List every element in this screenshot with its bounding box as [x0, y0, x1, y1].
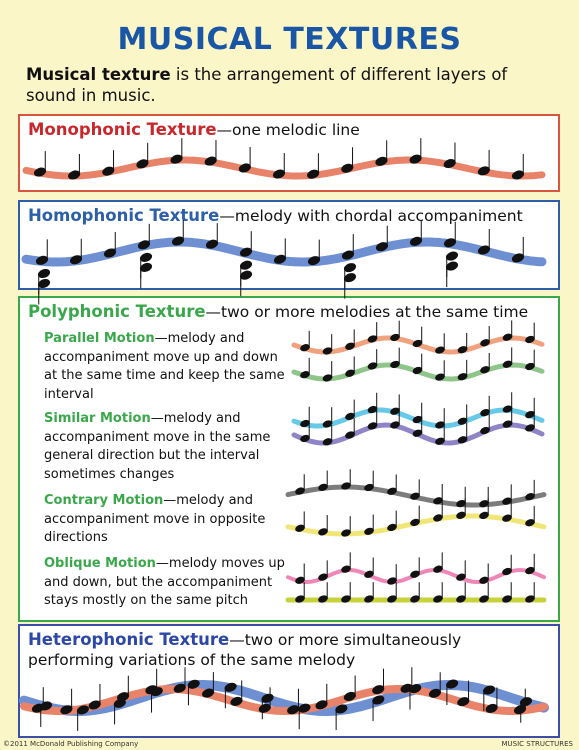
intro-term: Musical texture	[26, 65, 171, 84]
homophonic-name: Homophonic Texture	[28, 206, 220, 225]
similar-motion-desc: —melody and accompaniment move in the same general direction but the interval sometimes changes	[44, 411, 271, 482]
parallel-motion-name: Parallel Motion	[44, 331, 155, 346]
polyphonic-name: Polyphonic Texture	[28, 302, 206, 321]
monophonic-desc: —one melodic line	[216, 121, 360, 139]
footer-copyright: ©2011 McDonald Publishing Company	[3, 740, 139, 748]
heterophonic-desc: —two or more simultaneously performing variations of the same melody	[28, 631, 462, 669]
footer-series: MUSIC STRUCTURES	[501, 740, 573, 748]
parallel-motion-desc: —melody and accompaniment move up and down at the same time and keep the same interval	[44, 331, 285, 402]
page-title: MUSICAL TEXTURES	[117, 22, 462, 57]
oblique-motion-desc: —melody moves up and down, but the accompaniment stays mostly on the same pitch	[44, 556, 285, 608]
monophonic-name: Monophonic Texture	[28, 120, 217, 139]
similar-motion-name: Similar Motion	[44, 411, 151, 426]
homophonic-desc: —melody with chordal accompaniment	[219, 207, 523, 225]
contrary-motion-desc: —melody and accompaniment move in opposite directions	[44, 493, 266, 545]
intro-definition: is the arrangement of different layers of sound in music.	[26, 65, 508, 105]
heterophonic-name: Heterophonic Texture	[28, 630, 230, 649]
polyphonic-desc: —two or more melodies at the same time	[205, 303, 529, 321]
oblique-motion-name: Oblique Motion	[44, 556, 156, 571]
contrary-motion-name: Contrary Motion	[44, 493, 164, 508]
